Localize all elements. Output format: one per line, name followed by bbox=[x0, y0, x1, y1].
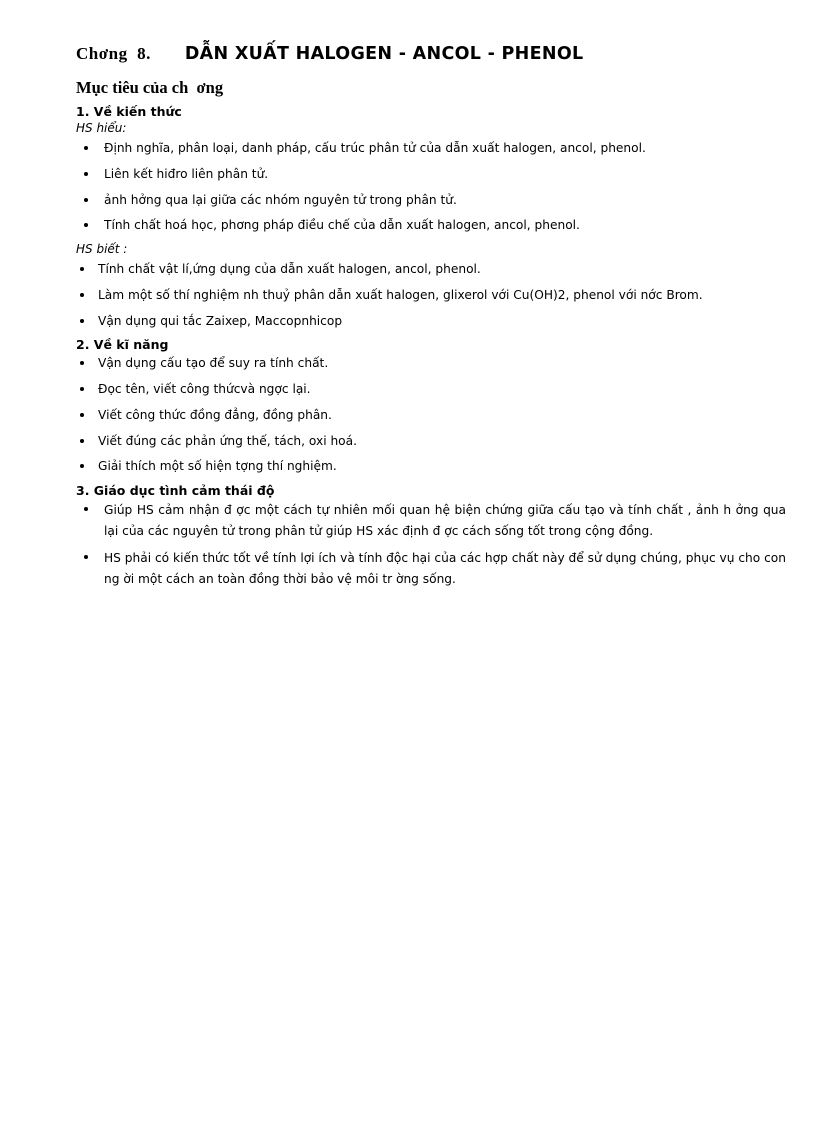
section-1-heading: 1. Về kiến thức bbox=[76, 104, 182, 119]
list-item: Vận dụng cấu tạo để suy ra tính chất. bbox=[76, 354, 786, 374]
section-3-list bbox=[76, 500, 786, 590]
section-1-note-hieu: HS hiểu: bbox=[76, 121, 127, 135]
list-item: Định nghĩa, phân loại, danh pháp, cấu trúc phân tử của dẫn xuất halogen, ancol, phenol. bbox=[76, 139, 786, 159]
list-item: Liên kết hiđro liên phân tử. bbox=[76, 165, 786, 185]
list-item: Giải thích một số hiện tợng thí nghiệm. bbox=[76, 457, 786, 477]
list-item: HS phải có kiến thức tốt về tính lợi ích và tính độc hại của các hợp chất này để sử dụng chúng, phục vụ cho con ng ời một cách an toàn đồng thời bảo vệ môi tr ờng sống. bbox=[76, 548, 786, 590]
list-item: Vận dụng qui tắc Zaixep, Maccopnhicop bbox=[76, 312, 786, 332]
list-item: Giúp HS cảm nhận đ ợc một cách tự nhiên mối quan hệ biện chứng giữa cấu tạo và tính chất , ảnh h ởng qua lại của các nguyên tử trong phân tử giúp HS xác định đ ợc cách sống tốt trong cộng đồng. bbox=[76, 500, 786, 542]
list-item: Đọc tên, viết công thứcvà ngợc lại. bbox=[76, 380, 786, 400]
section-1-list-hieu bbox=[76, 139, 786, 236]
list-item: Tính chất vật lí,ứng dụng của dẫn xuất halogen, ancol, phenol. bbox=[76, 260, 786, 280]
section-3-heading: 3. Giáo dục tình cảm thái độ bbox=[76, 483, 275, 499]
section-2-heading: 2. Về kĩ năng bbox=[76, 337, 169, 353]
section-1-list-biet bbox=[76, 260, 786, 331]
section-1-note-biet: HS biết : bbox=[76, 242, 128, 257]
chapter-label: Chơng 8. bbox=[76, 44, 151, 63]
section-2-list bbox=[76, 354, 786, 477]
list-item: Tính chất hoá học, phơng pháp điều chế của dẫn xuất halogen, ancol, phenol. bbox=[76, 216, 786, 236]
list-item: ảnh hởng qua lại giữa các nhóm nguyên tử trong phân tử. bbox=[76, 191, 786, 211]
page-title: DẪN XUẤT HALOGEN - ANCOL - PHENOL bbox=[184, 44, 584, 64]
title-row bbox=[76, 44, 786, 64]
list-item: Viết đúng các phản ứng thế, tách, oxi hoá. bbox=[76, 432, 786, 452]
document-content bbox=[76, 44, 786, 596]
objectives-heading: Mục tiêu của ch ơng bbox=[76, 78, 224, 97]
list-item: Viết công thức đồng đẳng, đồng phân. bbox=[76, 406, 786, 426]
list-item: Làm một số thí nghiệm nh thuỷ phân dẫn xuất halogen, glixerol với Cu(OH)2, phenol với nớc Brom. bbox=[76, 286, 786, 306]
